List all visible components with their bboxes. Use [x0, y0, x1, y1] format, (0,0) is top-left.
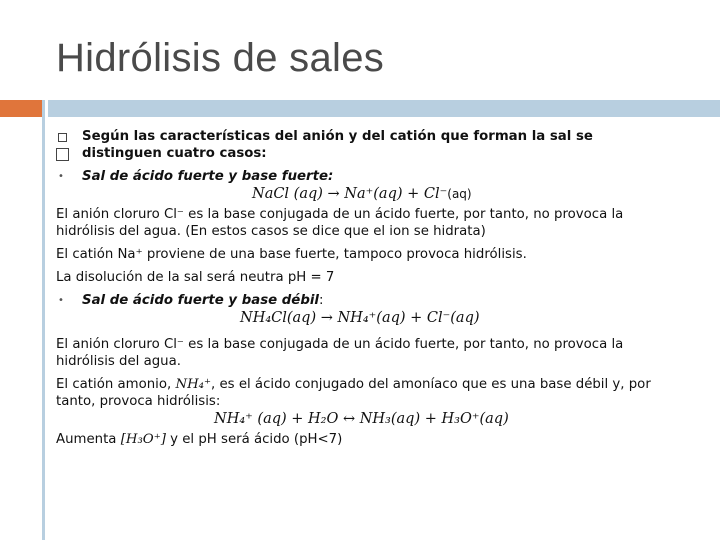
case2-equation: NH₄Cl(aq) → NH₄⁺(aq) + Cl⁻(aq) — [240, 310, 480, 326]
case2-paragraph-1: El anión cloruro Cl⁻ es la base conjugada de un ácido fuerte, por tanto, no provoca la hidrólisis del agua. — [56, 337, 624, 369]
case2-paragraph-3: Aumenta [H₃O⁺] y el pH será ácido (pH<7) — [56, 432, 343, 447]
square-bullet-icon — [56, 148, 69, 161]
hydronium-concentration: [H₃O⁺] — [120, 432, 166, 447]
case1-paragraph-3: La disolución de la sal será neutra pH = 7 — [56, 270, 335, 285]
square-bullet-icon — [58, 133, 67, 142]
case1-heading: Sal de ácido fuerte y base fuerte: — [82, 169, 334, 184]
case2-equation-2: NH₄⁺ (aq) + H₂O ↔ NH₃(aq) + H₃O⁺(aq) — [214, 411, 509, 427]
intro-text: Según las características del anión y del catión que forman la sal se distinguen cuatro casos: — [82, 129, 593, 161]
header-accent-bar — [0, 100, 42, 117]
case1-heading-item — [56, 168, 656, 185]
case2-heading-item: • Sal de ácido fuerte y base débil: — [58, 293, 324, 308]
dot-bullet-icon: • — [58, 295, 64, 306]
case1-paragraph-1: El anión cloruro Cl⁻ es la base conjugada de un ácido fuerte, por tanto, no provoca la hidrólisis del agua. (En estos casos se dice que el ion se hidrata) — [56, 207, 624, 239]
left-rule — [42, 100, 45, 540]
ammonium-ion: NH₄⁺ — [175, 377, 212, 392]
case1-paragraph-2: El catión Na⁺ proviene de una base fuerte, tampoco provoca hidrólisis. — [56, 247, 527, 262]
slide-body — [56, 128, 656, 448]
header-bar — [48, 100, 720, 117]
case2-paragraph-2: El catión amonio, NH₄⁺, es el ácido conjugado del amoníaco que es una base débil y, por tanto, provoca hidrólisis: — [56, 377, 651, 409]
case1-equation: NaCl (aq) → Na⁺(aq) + Cl⁻(aq) — [252, 186, 472, 202]
slide-title: Hidrólisis de sales — [56, 36, 385, 80]
dot-bullet-icon: • — [58, 171, 64, 182]
intro-item — [56, 128, 656, 162]
case2-heading: Sal de ácido fuerte y base débil — [82, 293, 319, 308]
